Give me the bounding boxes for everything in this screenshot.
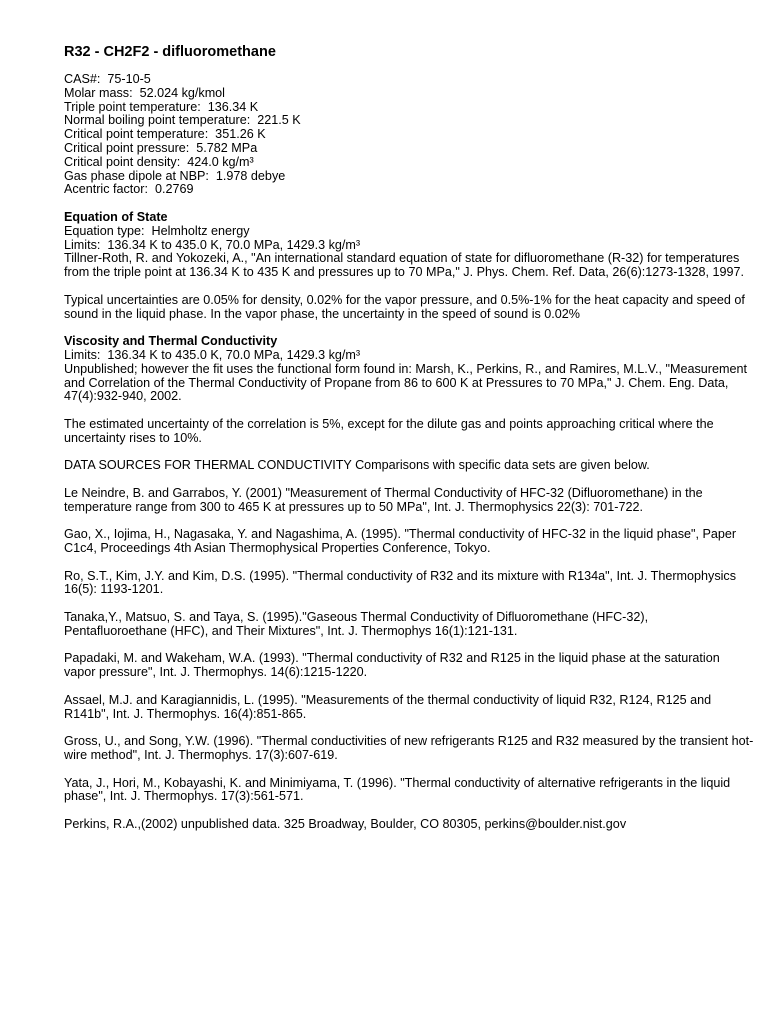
property-triple-point: Triple point temperature: 136.34 K [64,99,259,114]
thermal-uncertainty: The estimated uncertainty of the correlation is 5%, except for the dilute gas and points approaching critical where the uncertainty rises to 10%. [64,416,714,445]
property-acentric-factor: Acentric factor: 0.2769 [64,182,194,197]
thermal-reference: Unpublished; however the fit uses the functional form found in: Marsh, K., Perkins, R., and Ramires, M.L.V., "Measurement and Correlation of the Thermal Conductivity of Propane from 86 to 600 K at Pressures to 70 MPa," J. Chem. Eng. Data, 47(4):932-940, 2002. [64,361,747,404]
reference-item: Yata, J., Hori, M., Kobayashi, K. and Minimiyama, T. (1996). "Thermal conductivity of alternative refrigerants in the liquid phase", Int. J. Thermophys. 17(3):561-571. [64,775,731,804]
property-critical-density: Critical point density: 424.0 kg/m³ [64,154,254,169]
reference-item: Gao, X., Iojima, H., Nagasaka, Y. and Nagashima, A. (1995). "Thermal conductivity of HFC-32 in the liquid phase", Paper C1c4, Proceedings 4th Asian Thermophysical Properties Conference, Tokyo. [64,527,737,556]
eos-section [64,211,754,321]
property-molar-mass: Molar mass: 52.024 kg/kmol [64,85,225,100]
properties-list [64,73,754,197]
property-cas: CAS#: 75-10-5 [64,72,151,86]
eos-heading: Equation of State [64,209,168,224]
document [64,44,754,846]
thermal-limits: Limits: 136.34 K to 435.0 K, 70.0 MPa, 1429.3 kg/m³ [64,347,361,362]
property-critical-pressure: Critical point pressure: 5.782 MPa [64,140,258,155]
page-title: R32 - CH2F2 - difluoromethane [64,44,276,60]
data-sources-intro: DATA SOURCES FOR THERMAL CONDUCTIVITY Comparisons with specific data sets are given below. [64,458,650,473]
reference-item: Tanaka,Y., Matsuo, S. and Taya, S. (1995)."Gaseous Thermal Conductivity of Difluoromethane (HFC-32), Pentafluoroethane (HFC), and Their Mixtures", Int. J. Thermophys 16(1):121-131. [64,610,649,638]
reference-item: Papadaki, M. and Wakeham, W.A. (1993). "Thermal conductivity of R32 and R125 in the liquid phase at the saturation vapor pressure", Int. J. Thermophys. 14(6):1215-1220. [64,651,720,680]
eos-reference: Tillner-Roth, R. and Yokozeki, A., "An international standard equation of state for difluoromethane (R-32) for temperatures from the triple point at 136.34 K to 435 K and pressures up to 70 MPa," J. Phys. Chem. Ref. Data, 26(6):1273-1328, 1997. [64,251,745,280]
reference-item: Assael, M.J. and Karagiannidis, L. (1995). "Measurements of the thermal conductivity of liquid R32, R124, R125 and R141b", Int. J. Thermophys. 16(4):851-865. [64,692,712,721]
eos-limits: Limits: 136.34 K to 435.0 K, 70.0 MPa, 1429.3 kg/m³ [64,237,361,252]
reference-item: Le Neindre, B. and Garrabos, Y. (2001) "Measurement of Thermal Conductivity of HFC-32 (Difluoromethane) in the temperature range from 300 to 465 K at pressures up to 50 MPa", Int. J. Thermophysics 22(3): 701-722. [64,485,703,514]
thermal-section [64,335,754,445]
property-critical-temperature: Critical point temperature: 351.26 K [64,127,266,142]
reference-item: Perkins, R.A.,(2002) unpublished data. 325 Broadway, Boulder, CO 80305, perkins@boulder.nist.gov [64,817,627,832]
property-boiling-point: Normal boiling point temperature: 221.5 K [64,113,301,128]
reference-item: Gross, U., and Song, Y.W. (1996). "Thermal conductivities of new refrigerants R125 and R32 measured by the transient hot-wire method", Int. J. Thermophys. 17(3):607-619. [64,734,754,763]
reference-item: Ro, S.T., Kim, J.Y. and Kim, D.S. (1995). "Thermal conductivity of R32 and its mixture with R134a", Int. J. Thermophysics 16(5): 1193-1201. [64,568,737,597]
property-dipole: Gas phase dipole at NBP: 1.978 debye [64,168,286,183]
eos-uncertainty: Typical uncertainties are 0.05% for density, 0.02% for the vapor pressure, and 0.5%-1% for the heat capacity and speed of sound in the liquid phase. In the vapor phase, the uncertainty in the speed of sound is 0.02% [64,292,745,321]
eos-type: Equation type: Helmholtz energy [64,223,250,238]
thermal-heading: Viscosity and Thermal Conductivity [64,334,278,349]
reference-list [64,487,754,832]
